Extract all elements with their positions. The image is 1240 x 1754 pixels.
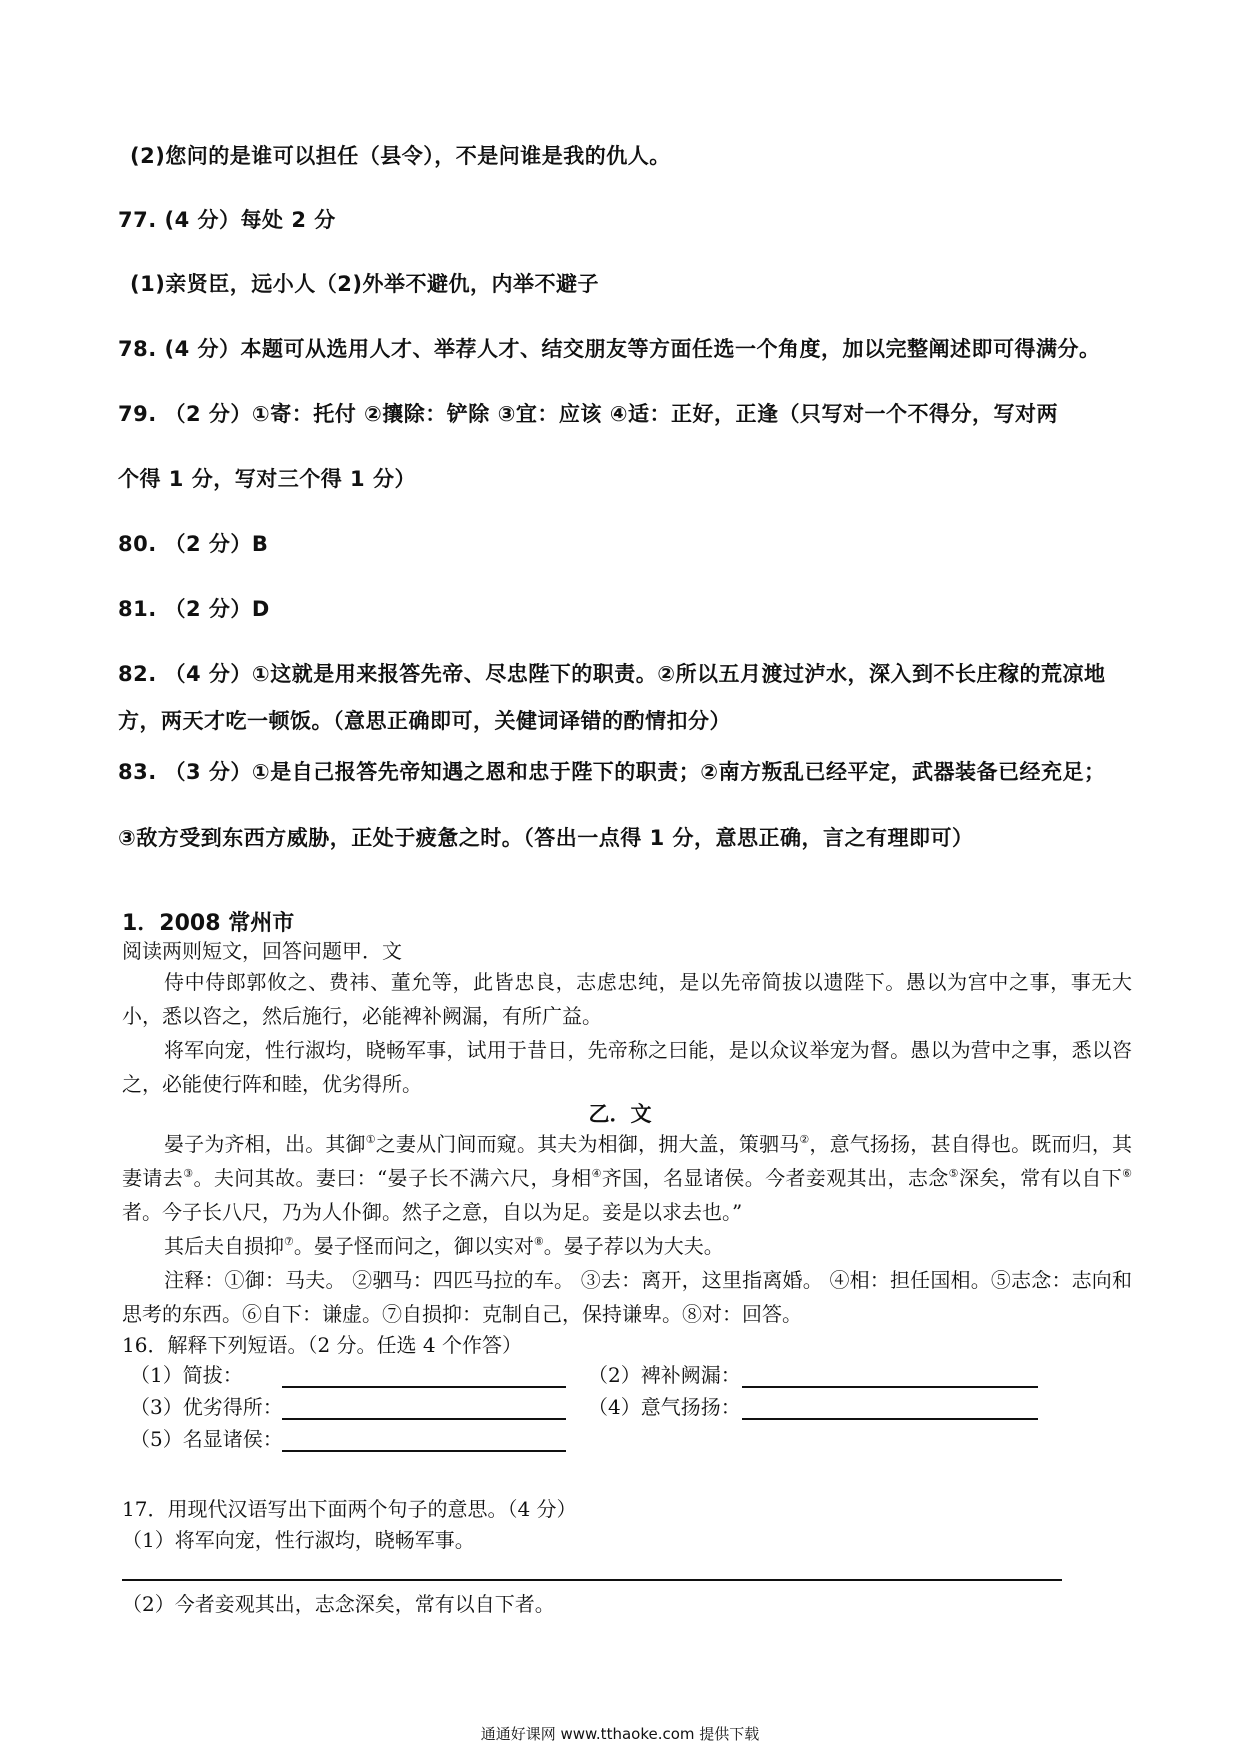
answer-79-line2: 个得 1 分，写对三个得 1 分） [118,467,416,491]
answer-blank[interactable] [282,1364,566,1388]
answer-77-header: 77. (4 分）每处 2 分 [118,208,336,232]
passage-jia-paragraph-1: 侍中侍郎郭攸之、费祎、董允等，此皆忠良，志虑忠纯，是以先帝简拔以遗陛下。愚以为宫中之事，事无大小，悉以咨之，然后施行，必能裨补阙漏，有所广益。 [122,970,1132,1028]
answer-blank[interactable] [742,1396,1038,1420]
answer-line[interactable] [122,1579,1062,1581]
answer-83-line2: ③敌方受到东西方威胁，正处于疲惫之时。（答出一点得 1 分，意思正确，言之有理即可） [118,826,974,850]
footnote-marker: ⑦ [284,1235,294,1248]
reading-instruction: 阅读两则短文，回答问题甲．文 [122,939,402,963]
answer-83-line1: 83. （3 分）①是自己报答先帝知遇之恩和忠于陛下的职责；②南方叛乱已经平定，武器装备已经充足； [118,760,1106,784]
question-16-item-4: （4）意气扬扬： [588,1395,741,1419]
section-title: 1．2008 常州市 [122,911,295,936]
footnote-marker: ⑤ [948,1167,959,1180]
answer-78: 78. (4 分）本题可从选用人才、举荐人才、结交朋友等方面任选一个角度，加以完整阐述即可得满分。 [118,337,1101,361]
question-16-item-3: （3）优劣得所： [130,1395,283,1419]
footnote-marker: ② [799,1133,810,1146]
question-17-item-2: （2）今者妾观其出，志念深矣，常有以自下者。 [122,1592,555,1616]
answer-76-2: (2)您问的是谁可以担任（县令），不是问谁是我的仇人。 [130,144,671,168]
answer-82-line1: 82. （4 分）①这就是用来报答先帝、尽忠陛下的职责。②所以五月渡过泸水，深入到不长庄稼的荒凉地 [118,662,1106,686]
footnote-marker: ③ [183,1167,194,1180]
passage-yi-paragraph-1: 晏子为齐相，出。其御①之妻从门间而窥。其夫为相御，拥大盖，策驷马②，意气扬扬，甚自得也。既而归，其妻请去③。夫问其故。妻曰：“晏子长不满六尺，身相④齐国，名显诸侯。今者妾观其出，志念⑤深矣，常有以自下⑥者。今子长八尺，乃为人仆御。然子之意，自以为足。妾是以求去也。” [122,1132,1132,1224]
question-16-item-5: （5）名显诸侯： [130,1427,283,1451]
footnote-marker: ⑥ [1122,1167,1132,1180]
page-footer: 通通好课网 www.tthaoke.com 提供下载 [480,1725,760,1743]
answer-82-line2: 方，两天才吃一顿饭。（意思正确即可，关健词译错的酌情扣分） [118,709,731,733]
answer-81: 81. （2 分）D [118,597,270,621]
question-16-item-1: （1）简拔： [130,1363,243,1387]
question-16-item-2: （2）裨补阙漏： [588,1363,741,1387]
passage-jia-paragraph-2: 将军向宠，性行淑均，晓畅军事，试用于昔日，先帝称之曰能，是以众议举宠为督。愚以为营中之事，悉以咨之，必能使行阵和睦，优劣得所。 [122,1038,1132,1096]
question-16-prompt: 16．解释下列短语。（2 分。任选 4 个作答） [122,1333,522,1357]
footnote-marker: ① [365,1133,376,1146]
passage-notes: 注释：①御：马夫。 ②驷马：四匹马拉的车。 ③去：离开，这里指离婚。 ④相：担任国相。⑤志念：志向和思考的东西。⑥自下：谦虚。⑦自损抑：克制自己，保持谦卑。⑧对：回答。 [122,1268,1132,1326]
question-17-item-1: （1）将军向宠，性行淑均，晓畅军事。 [122,1528,475,1552]
answer-blank[interactable] [742,1364,1038,1388]
answer-79-line1: 79. （2 分）①寄：托付 ②攘除：铲除 ③宜：应该 ④适：正好，正逢（只写对一个不得分，写对两 [118,402,1058,426]
question-17-prompt: 17．用现代汉语写出下面两个句子的意思。（4 分） [122,1497,577,1521]
passage-yi-paragraph-2: 其后夫自损抑⑦。晏子怪而问之，御以实对⑧。晏子荐以为大夫。 [164,1234,724,1258]
answer-blank[interactable] [282,1396,566,1420]
footnote-marker: ④ [591,1167,602,1180]
passage-yi-title: 乙．文 [588,1101,652,1126]
footnote-marker: ⑧ [533,1235,544,1248]
answer-80: 80. （2 分）B [118,532,269,556]
answer-blank[interactable] [282,1428,566,1452]
answer-77-body: (1)亲贤臣，远小人（2)外举不避仇，内举不避子 [130,272,600,296]
